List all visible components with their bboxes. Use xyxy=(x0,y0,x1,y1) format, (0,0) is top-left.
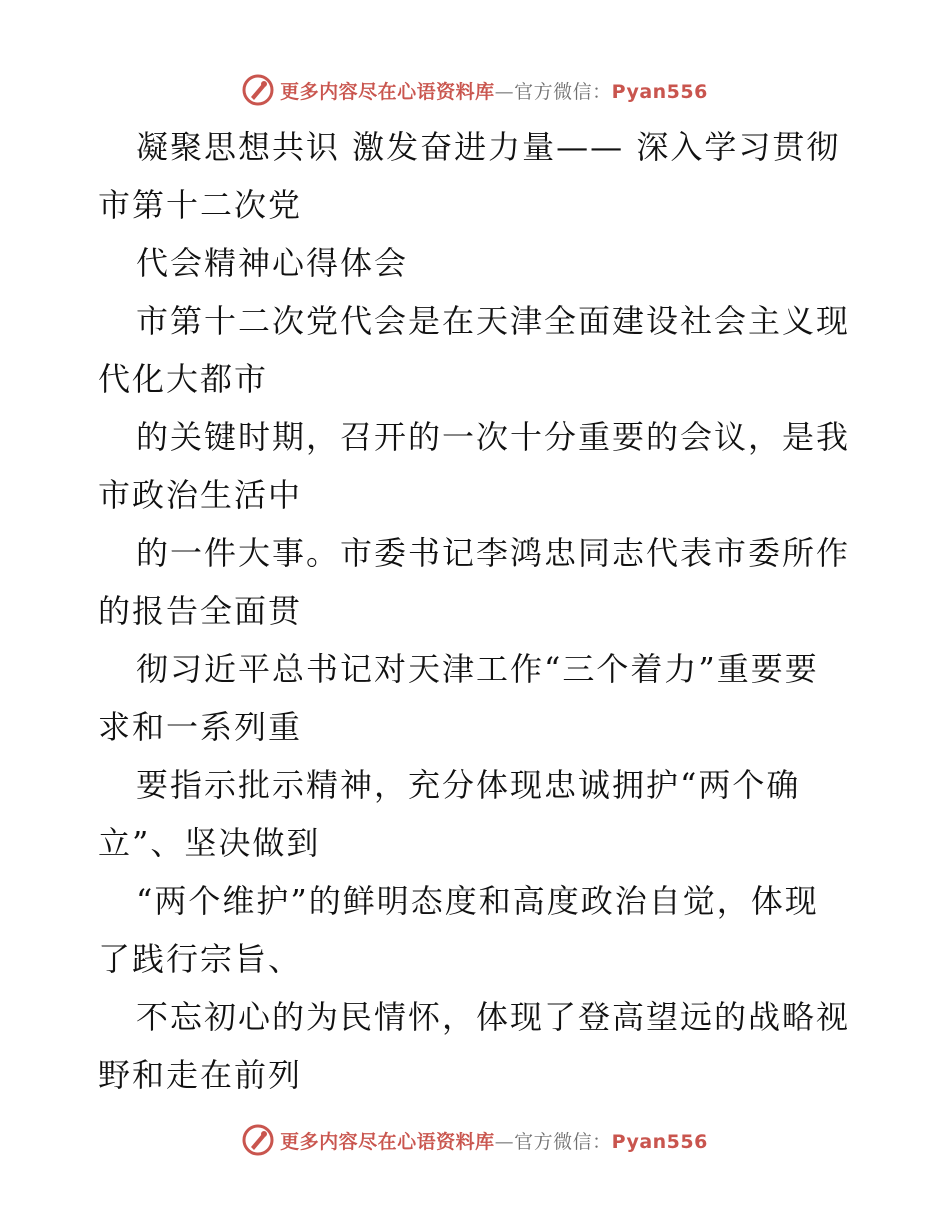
text-line: 立”、坚决做到 xyxy=(98,824,321,862)
watermark-dash: — xyxy=(494,80,515,103)
text-line: 野和走在前列 xyxy=(98,1056,303,1094)
watermark-dash: — xyxy=(494,1130,515,1153)
watermark-main-text: 更多内容尽在心语资料库 xyxy=(280,1130,495,1153)
text-line: 彻习近平总书记对天津工作“三个着力”重要要 xyxy=(136,650,819,688)
text-line: 市第十二次党 xyxy=(98,186,303,224)
header-watermark xyxy=(0,70,950,110)
text-line: 不忘初心的为民情怀，体现了登高望远的战略视 xyxy=(136,998,851,1036)
text-line: “两个维护”的鲜明态度和高度政治自觉，体现 xyxy=(136,882,819,920)
text-line: 代化大都市 xyxy=(98,360,269,398)
text-line: 市第十二次党代会是在天津全面建设社会主义现 xyxy=(136,302,851,340)
text-line: 代会精神心得体会 xyxy=(136,244,409,282)
text-line: 的关键时期，召开的一次十分重要的会议，是我 xyxy=(136,418,851,456)
watermark-id: Pyan556 xyxy=(611,1130,708,1153)
document-body xyxy=(98,118,858,1104)
text-line: 求和一系列重 xyxy=(98,708,303,746)
watermark-id: Pyan556 xyxy=(611,80,708,103)
pen-logo-icon xyxy=(242,74,274,106)
pen-logo-icon xyxy=(242,1124,274,1156)
watermark-contact-text: 官方微信： xyxy=(514,1130,612,1153)
text-line: 了践行宗旨、 xyxy=(98,940,303,978)
watermark-main-text: 更多内容尽在心语资料库 xyxy=(280,80,495,103)
watermark-contact-text: 官方微信： xyxy=(514,80,612,103)
text-line: 凝聚思想共识 激发奋进力量—— 深入学习贯彻 xyxy=(136,128,841,166)
text-line: 的一件大事。市委书记李鸿忠同志代表市委所作 xyxy=(136,534,851,572)
text-line: 要指示批示精神，充分体现忠诚拥护“两个确 xyxy=(136,766,801,804)
footer-watermark xyxy=(0,1120,950,1160)
text-line: 的报告全面贯 xyxy=(98,592,303,630)
text-line: 市政治生活中 xyxy=(98,476,303,514)
